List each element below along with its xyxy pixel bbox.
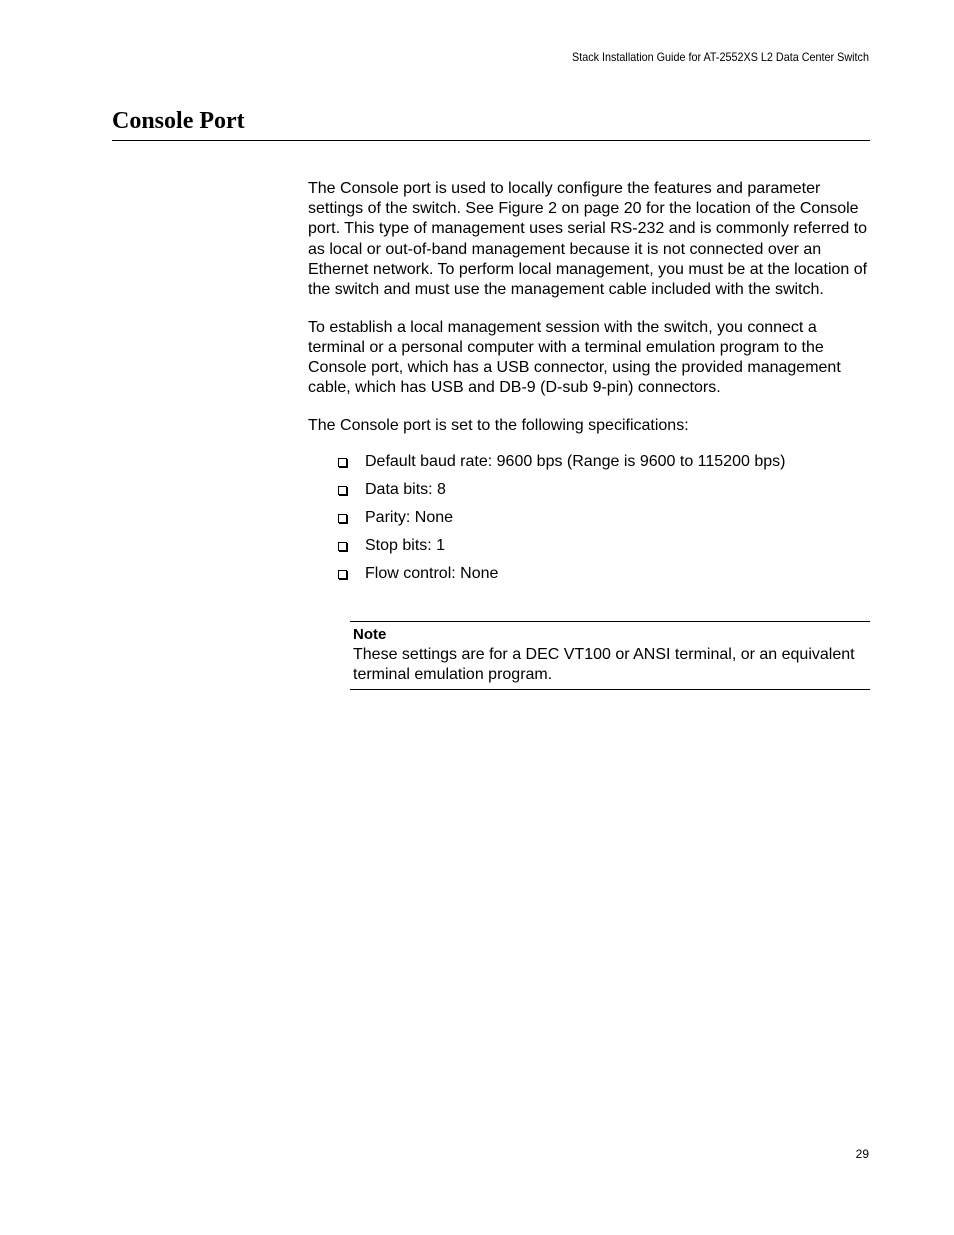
list-item — [308, 480, 870, 508]
spec-text: Parity: None — [365, 508, 454, 526]
list-item — [308, 508, 870, 536]
list-item — [308, 452, 870, 480]
note-box — [350, 621, 870, 690]
spec-text: Data bits: 8 — [365, 480, 446, 498]
list-item — [308, 564, 870, 592]
list-item — [308, 536, 870, 564]
spec-text: Default baud rate: 9600 bps (Range is 9600 to 115200 bps) — [365, 452, 786, 470]
body-column — [308, 179, 870, 594]
page-number: 29 — [855, 1147, 869, 1161]
paragraph-local-session: To establish a local management session with the switch, you connect a terminal or a personal computer with a terminal emulation program to the Console port, which has a USB connector, using the provided management cable, which has USB and DB-9 (D-sub 9-pin) connectors. — [308, 318, 841, 397]
paragraph-console-overview: The Console port is used to locally configure the features and parameter settings of the switch. See Figure 2 on page 20 for the location of the Console port. This type of management uses serial RS-232 and is commonly referred to as local or out-of-band management because it is not connected over an Ethernet network. To perform local management, you must be at the location of the switch and must use the management cable included with the switch. — [308, 180, 868, 299]
spec-text: Flow control: None — [365, 564, 499, 582]
box-bullet-icon — [338, 486, 347, 495]
box-bullet-icon — [338, 542, 347, 551]
spec-list — [308, 452, 870, 592]
box-bullet-icon — [338, 458, 347, 467]
paragraph-specs-intro: The Console port is set to the following specifications: — [308, 417, 689, 435]
note-text: These settings are for a DEC VT100 or ANSI terminal, or an equivalent terminal emulation program. — [353, 646, 855, 684]
running-header: Stack Installation Guide for AT-2552XS L2 Data Center Switch — [572, 50, 869, 64]
section-title: Console Port — [112, 108, 245, 134]
note-label: Note — [353, 626, 387, 643]
box-bullet-icon — [338, 570, 347, 579]
box-bullet-icon — [338, 514, 347, 523]
title-rule — [112, 140, 870, 141]
spec-text: Stop bits: 1 — [365, 536, 446, 554]
